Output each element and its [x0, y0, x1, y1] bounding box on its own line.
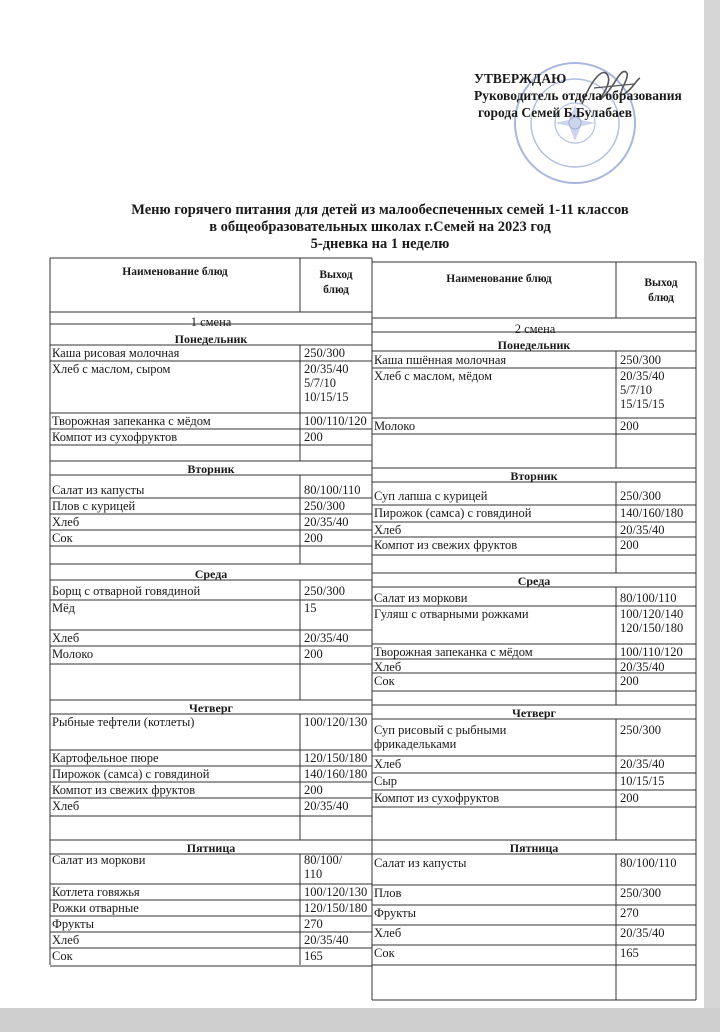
left-dish-4-2: Рожки отварные [52, 901, 139, 915]
right-portion-0-1: 20/35/40 5/7/10 15/15/15 [620, 369, 665, 411]
left-dish-3-4: Хлеб [52, 799, 80, 813]
right-dish-1-0: Суп лапша с курицей [374, 489, 488, 503]
right-dish-4-4: Сок [374, 946, 395, 960]
shift-1-label: 1 смена [190, 315, 232, 329]
left-dish-2-0: Борщ с отварной говядиной [52, 584, 201, 598]
left-day-1: Вторник [187, 462, 235, 476]
header-portion-left [300, 268, 372, 298]
right-day-2: Среда [517, 574, 551, 588]
right-dish-0-0: Каша пшённая молочная [374, 353, 507, 367]
right-dish-2-1: Гуляш с отварными рожками [374, 607, 529, 621]
left-dish-0-2: Творожная запеканка с мёдом [52, 414, 211, 428]
left-portion-1-3: 200 [304, 531, 323, 545]
left-dish-4-1: Котлета говяжья [52, 885, 140, 899]
left-portion-1-1: 250/300 [304, 499, 345, 513]
left-portion-2-3: 200 [304, 647, 323, 661]
right-day-0: Понедельник [497, 338, 571, 352]
right-dish-4-3: Хлеб [374, 926, 402, 940]
header-portion-right-2: блюд [648, 292, 674, 304]
right-dish-2-3: Хлеб [374, 660, 402, 674]
left-portion-4-2: 120/150/180 [304, 901, 368, 915]
left-dish-3-0: Рыбные тефтели (котлеты) [52, 715, 195, 729]
right-portion-4-0: 80/100/110 [620, 856, 677, 870]
left-dish-0-1: Хлеб с маслом, сыром [52, 362, 171, 376]
left-portion-3-0: 100/120/130 [304, 715, 368, 729]
left-dish-1-2: Хлеб [52, 515, 80, 529]
right-portion-3-1: 20/35/40 [620, 757, 665, 771]
right-portion-0-0: 250/300 [620, 353, 661, 367]
right-portion-2-3: 20/35/40 [620, 660, 665, 674]
right-portion-4-3: 20/35/40 [620, 926, 665, 940]
right-dish-0-1: Хлеб с маслом, мёдом [374, 369, 493, 383]
left-day-0: Понедельник [174, 332, 248, 346]
left-dish-2-3: Молоко [52, 647, 94, 661]
left-dish-1-0: Салат из капусты [52, 483, 145, 497]
left-day-4: Пятница [186, 841, 236, 855]
left-portion-0-2: 100/110/120 [304, 414, 367, 428]
header-portion-right-1: Выход [644, 277, 678, 289]
left-dish-0-3: Компот из сухофруктов [52, 430, 178, 444]
left-dish-4-0: Салат из моркови [52, 853, 146, 867]
left-portion-2-0: 250/300 [304, 584, 345, 598]
right-day-4: Пятница [509, 841, 559, 855]
left-portion-3-2: 140/160/180 [304, 767, 368, 781]
right-portion-3-3: 200 [620, 791, 639, 805]
right-dish-4-1: Плов [374, 886, 402, 900]
left-dish-4-4: Хлеб [52, 933, 80, 947]
right-portion-2-0: 80/100/110 [620, 591, 677, 605]
scan-edge-right [704, 0, 720, 1008]
right-dish-0-2: Молоко [374, 419, 416, 433]
right-portion-0-2: 200 [620, 419, 639, 433]
approval-title: УТВЕРЖДАЮ [474, 71, 567, 86]
left-portion-1-2: 20/35/40 [304, 515, 349, 529]
left-portion-3-3: 200 [304, 783, 323, 797]
right-dish-3-1: Хлеб [374, 757, 402, 771]
right-dish-4-0: Салат из капусты [374, 856, 467, 870]
right-day-1: Вторник [510, 469, 558, 483]
right-portion-1-0: 250/300 [620, 489, 661, 503]
right-portion-4-2: 270 [620, 906, 639, 920]
left-dish-2-2: Хлеб [52, 631, 80, 645]
scan-edge-bottom [0, 1008, 720, 1032]
right-day-3: Четверг [512, 706, 556, 720]
right-portion-2-4: 200 [620, 674, 639, 688]
left-portion-0-1: 20/35/40 5/7/10 10/15/15 [304, 362, 349, 404]
left-dish-0-0: Каша рисовая молочная [52, 346, 180, 360]
right-dish-2-4: Сок [374, 674, 395, 688]
left-dish-4-3: Фрукты [52, 917, 94, 931]
left-dish-3-1: Картофельное пюре [52, 751, 159, 765]
right-portion-1-3: 200 [620, 538, 639, 552]
right-dish-2-2: Творожная запеканка с мёдом [374, 645, 533, 659]
left-dish-1-3: Сок [52, 531, 73, 545]
left-portion-4-0: 80/100/ 110 [304, 853, 343, 881]
right-portion-4-4: 165 [620, 946, 639, 960]
right-portion-2-2: 100/110/120 [620, 645, 683, 659]
right-dish-1-1: Пирожок (самса) с говядиной [374, 506, 532, 520]
right-dish-3-0: Суп рисовый с рыбными фрикадельками [374, 723, 507, 751]
approval-name: города Семей Б.Булабаев [478, 105, 633, 120]
left-portion-2-1: 15 [304, 601, 317, 615]
left-portion-4-4: 20/35/40 [304, 933, 349, 947]
right-dish-1-3: Компот из свежих фруктов [374, 538, 518, 552]
left-portion-3-1: 120/150/180 [304, 751, 368, 765]
right-dish-2-0: Салат из моркови [374, 591, 468, 605]
approval-position: Руководитель отдела образования [474, 88, 682, 103]
left-day-2: Среда [194, 567, 228, 581]
shift-2-label: 2 смена [514, 322, 556, 336]
left-portion-0-0: 250/300 [304, 346, 345, 360]
header-dish-left: Наименование блюд [122, 266, 228, 278]
header-dish-right: Наименование блюд [446, 273, 552, 285]
right-portion-1-2: 20/35/40 [620, 523, 665, 537]
right-portion-1-1: 140/160/180 [620, 506, 684, 520]
left-portion-1-0: 80/100/110 [304, 483, 361, 497]
title-line-1: Меню горячего питания для детей из малообеспеченных семей 1-11 классов [131, 202, 629, 218]
left-portion-4-5: 165 [304, 949, 323, 963]
right-dish-1-2: Хлеб [374, 523, 402, 537]
header-portion-left-2: блюд [323, 284, 349, 296]
left-portion-2-2: 20/35/40 [304, 631, 349, 645]
left-dish-3-2: Пирожок (самса) с говядиной [52, 767, 210, 781]
left-dish-3-3: Компот из свежих фруктов [52, 783, 196, 797]
right-dish-4-2: Фрукты [374, 906, 416, 920]
left-portion-4-3: 270 [304, 917, 323, 931]
title-line-2: в общеобразовательных школах г.Семей на 2023 год [209, 219, 551, 235]
title-line-3: 5-дневка на 1 неделю [310, 236, 450, 252]
left-dish-4-5: Сок [52, 949, 73, 963]
right-portion-3-2: 10/15/15 [620, 774, 665, 788]
header-portion-right [626, 276, 696, 306]
left-dish-1-1: Плов с курицей [52, 499, 136, 513]
header-portion-left-1: Выход [319, 269, 353, 281]
right-dish-3-2: Сыр [374, 774, 397, 788]
left-dish-2-1: Мёд [52, 601, 76, 615]
right-dish-3-3: Компот из сухофруктов [374, 791, 500, 805]
right-portion-4-1: 250/300 [620, 886, 661, 900]
left-portion-3-4: 20/35/40 [304, 799, 349, 813]
left-portion-4-1: 100/120/130 [304, 885, 368, 899]
right-portion-3-0: 250/300 [620, 723, 661, 737]
left-day-3: Четверг [189, 701, 233, 715]
right-portion-2-1: 100/120/140 120/150/180 [620, 607, 684, 635]
left-portion-0-3: 200 [304, 430, 323, 444]
